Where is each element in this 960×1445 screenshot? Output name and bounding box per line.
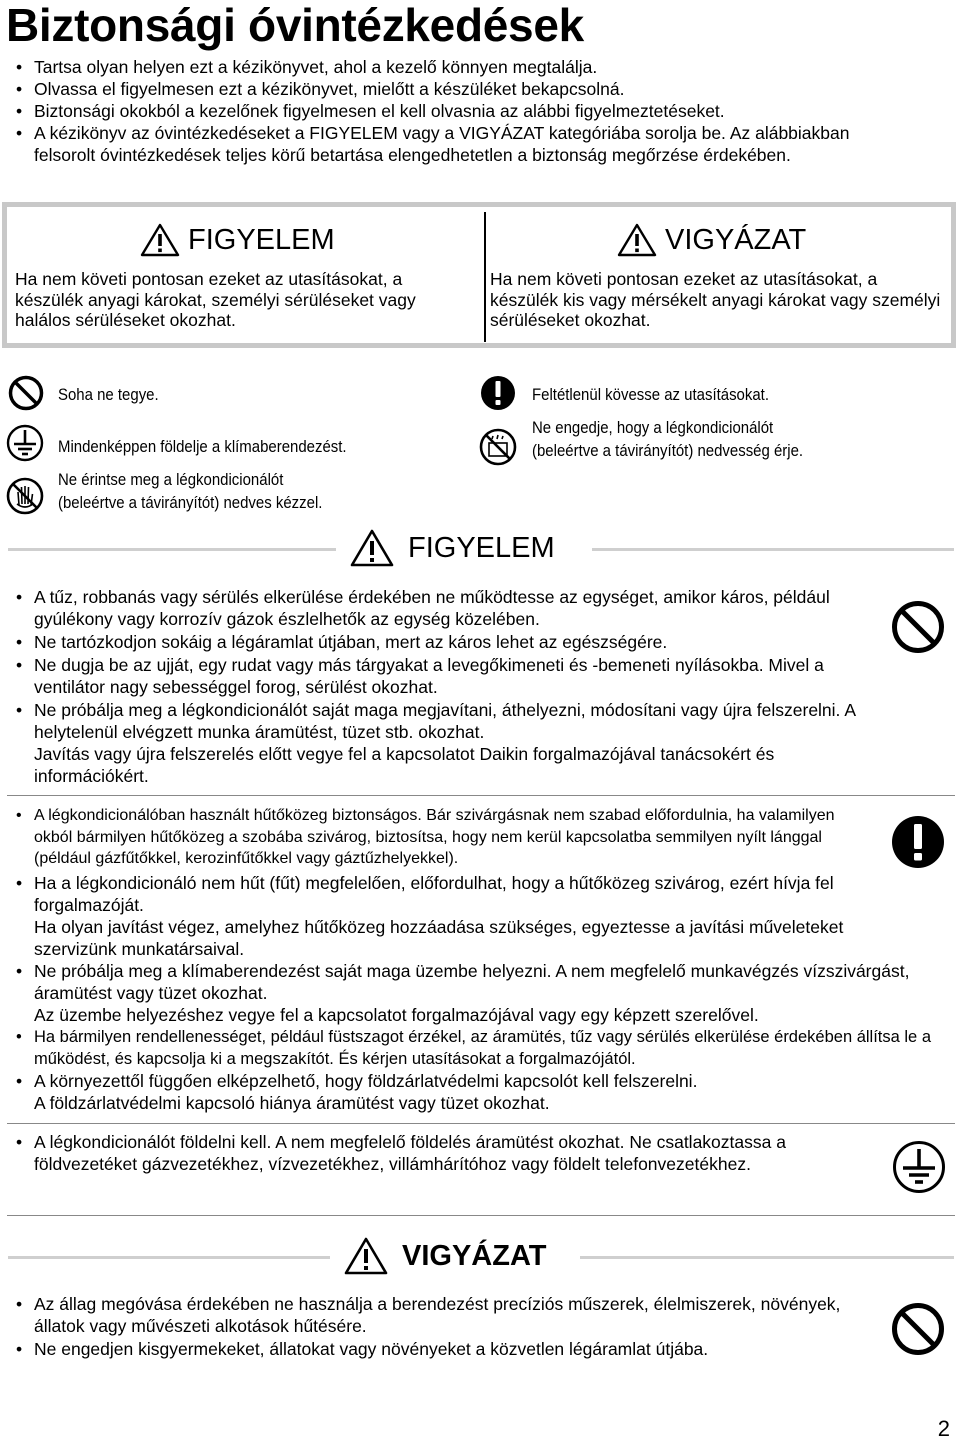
mandatory-icon	[891, 815, 945, 869]
list-item: • Az állag megóvása érdekében ne használja a berendezést precíziós műszerek, élelmiszerek, növények, állatok vagy művészeti alkotások hűtésére.	[6, 1293, 856, 1337]
warning-section-heading	[350, 529, 555, 567]
warning-group-1	[6, 586, 886, 787]
page-number: 2	[937, 1416, 950, 1441]
list-item: • A tűz, robbanás vagy sérülés elkerülése érdekében ne működtesse az egységet, amikor káros, például gyúlékony vagy korrozív gázok észlelhetők az egység közelében.	[6, 586, 886, 630]
legend-no-wet-hands-line1: Ne érintse meg a légkondicionálót	[58, 470, 284, 489]
no-wet-hands-icon	[6, 477, 44, 515]
list-item: • Ne dugja be az ujját, egy rudat vagy más tárgyakat a levegőkimeneti és -bemeneti nyílásokba. Mivel a ventilátor nagy sebességgel forog, sérülést okozhat.	[6, 654, 886, 698]
warning-group-2	[6, 872, 946, 1114]
list-item: • Ne próbálja meg a légkondicionálót saját maga megjavítani, áthelyezni, módosítani vagy újra felszerelni. A helytelenül elvégzett munka áramütést, tüzet stb. okozhat. Javítás vagy újra felszerelés előtt vegye fel a kapcsolatot Daikin forgalmazójával tanácsokért és információkért.	[6, 699, 886, 787]
list-item: • A környezettől függően elképzelhető, hogy földzárlatvédelmi kapcsolót kell felszerelni. A földzárlatvédelmi kapcsoló hiánya áramütést vagy tüzet okozhat.	[6, 1070, 946, 1114]
legend-no-water	[532, 416, 803, 462]
mandatory-icon	[480, 375, 516, 411]
box-warning-title: FIGYELEM	[188, 223, 335, 256]
divider	[7, 1123, 955, 1124]
legend-no-wet-hands	[58, 468, 322, 514]
list-item: • Ha bármilyen rendellenességet, például füstszagot érzékel, az áramütés, tűz vagy sérülés elkerülése érdekében állítsa le a működést, és kapcsolja ki a megszakítót. És kérjen utasításokat a forgalmazójától.	[6, 1026, 946, 1070]
box-caution-title: VIGYÁZAT	[665, 223, 807, 256]
prohibited-icon	[8, 375, 44, 411]
caution-list	[6, 1293, 856, 1360]
list-item: • Ne engedjen kisgyermekeket, állatokat vagy növényeket a közvetlen légáramlat útjába.	[6, 1338, 856, 1360]
list-item: • A légkondicionálót földelni kell. A nem megfelelő földelés áramütést okozhat. Ne csatlakoztassa a földvezetéket gázvezetékhez, vízvezetékhez, villámhárítóhoz vagy földelt telefonvezetékhez.	[6, 1131, 866, 1175]
legend-ground: Mindenképpen földelje a klímaberendezést.	[58, 437, 347, 456]
caution-section-title: VIGYÁZAT	[402, 1239, 547, 1272]
list-item: • A kézikönyv az óvintézkedéseket a FIGYELEM vagy a VIGYÁZAT kategóriába sorolja be. Az alábbiakban felsorolt óvintézkedések teljes körű betartása elengedhetetlen a biztonság megőrzése érdekében.	[6, 122, 886, 166]
divider	[7, 795, 955, 796]
section-rule-left	[8, 1256, 330, 1259]
legend-no-wet-hands-line2: (beleértve a távirányítót) nedves kézzel.	[58, 493, 323, 512]
signal-word-box	[2, 202, 956, 348]
list-item: • Ha a légkondicionáló nem hűt (fűt) megfelelően, előfordulhat, hogy a hűtőközeg szivárog, ezért hívja fel forgalmazóját. Ha olyan javítást végez, amelyhez hűtőközeg hozzáadása szükséges, egyeztesse a javítási műveleteket szervizünk munkatársaival.	[6, 872, 946, 960]
warning-triangle-icon	[617, 223, 657, 257]
box-warning-text: Ha nem követi pontosan ezeket az utasításokat, a készülék anyagi károkat, személyi sérüléseket vagy halálos sérüléseket okozhat.	[15, 269, 416, 330]
warning-triangle-icon	[344, 1237, 388, 1275]
list-item: • A légkondicionálóban használt hűtőközeg biztonságos. Bár szivárgásnak nem szabad előfordulnia, ha valamilyen okból bármilyen hűtőközeg a szobába szivárog, biztosítsa, hogy nem kerül kapcsolatba semmilyen nyílt lánggal (például gázfűtőkkel, kerozinfűtőkkel vagy gáztűzhelyekkel).	[6, 805, 866, 870]
warning-group-3	[6, 1131, 866, 1175]
intro-list	[6, 56, 886, 166]
ground-icon	[6, 424, 44, 462]
box-caution-text: Ha nem követi pontosan ezeket az utasításokat, a készülék kis vagy mérsékelt anyagi károkat vagy személyi sérüléseket okozhat.	[490, 269, 941, 330]
section-rule-left	[8, 548, 336, 551]
box-warning-heading	[140, 223, 335, 257]
prohibited-icon	[891, 1302, 945, 1356]
warning-group-2-first	[6, 805, 866, 870]
section-rule-right	[592, 548, 954, 551]
legend-no-water-line1: Ne engedje, hogy a légkondicionálót	[532, 418, 774, 437]
list-item: • Tartsa olyan helyen ezt a kézikönyvet, ahol a kezelő könnyen megtalálja.	[6, 56, 886, 78]
page-title: Biztonsági óvintézkedések	[6, 0, 584, 51]
list-item: • Olvassa el figyelmesen ezt a kézikönyvet, mielőtt a készüléket bekapcsolná.	[6, 78, 886, 100]
ground-icon	[892, 1140, 946, 1194]
box-divider	[484, 212, 486, 342]
warning-triangle-icon	[140, 223, 180, 257]
legend-never: Soha ne tegye.	[58, 385, 159, 404]
list-item: • Ne tartózkodjon sokáig a légáramlat útjában, mert az káros lehet az egészségére.	[6, 631, 886, 653]
section-rule-right	[580, 1256, 954, 1259]
no-water-icon	[479, 428, 517, 466]
box-caution-heading	[617, 223, 806, 257]
legend-no-water-line2: (beleértve a távirányítót) nedvesség érje.	[532, 441, 804, 460]
warning-triangle-icon	[350, 529, 394, 567]
caution-section-heading	[344, 1237, 546, 1275]
list-item: • Ne próbálja meg a klímaberendezést saját maga üzembe helyezni. A nem megfelelő munkavégzés vízszivárgást, áramütést vagy tüzet okozhat. Az üzembe helyezéshez vegye fel a kapcsolatot forgalmazójával vagy egy képzett szerelővel.	[6, 960, 946, 1026]
warning-section-title: FIGYELEM	[408, 531, 555, 564]
legend-follow: Feltétlenül kövesse az utasításokat.	[532, 385, 769, 404]
divider	[7, 1215, 955, 1216]
prohibited-icon	[891, 600, 945, 654]
list-item: • Biztonsági okokból a kezelőnek figyelmesen el kell olvasnia az alábbi figyelmeztetéseket.	[6, 100, 886, 122]
